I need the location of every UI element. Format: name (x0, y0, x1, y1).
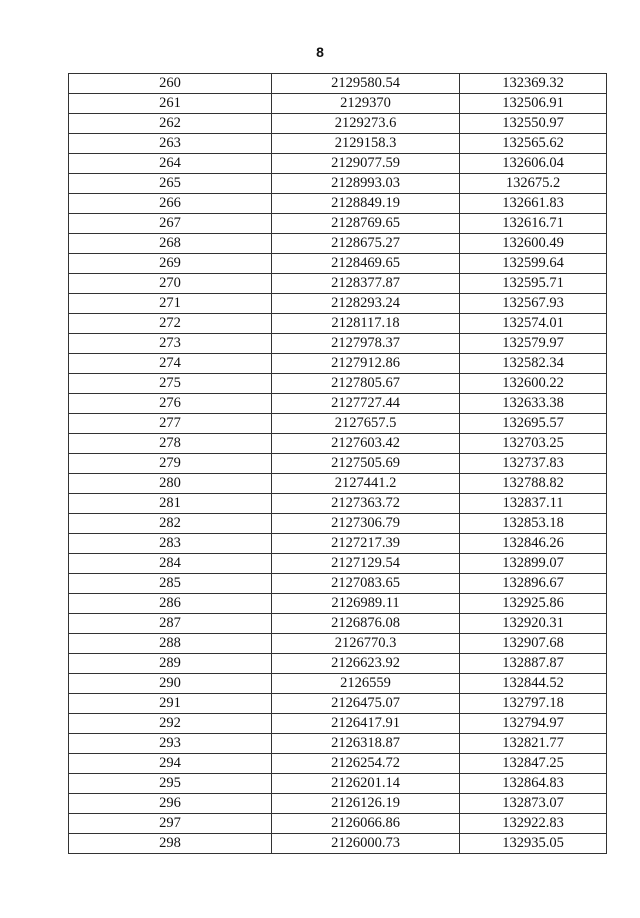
table-row (69, 94, 607, 114)
y-coordinate-cell: 132846.26 (460, 534, 607, 554)
table-row (69, 474, 607, 494)
coordinate-table-container (68, 73, 606, 854)
point-number-cell: 291 (69, 694, 272, 714)
x-coordinate-cell: 2128675.27 (272, 234, 460, 254)
x-coordinate-cell: 2126770.3 (272, 634, 460, 654)
table-row (69, 554, 607, 574)
table-row (69, 154, 607, 174)
point-number-cell: 274 (69, 354, 272, 374)
point-number-cell: 277 (69, 414, 272, 434)
table-row (69, 134, 607, 154)
table-row (69, 74, 607, 94)
table-row (69, 794, 607, 814)
table-row (69, 454, 607, 474)
y-coordinate-cell: 132896.67 (460, 574, 607, 594)
point-number-cell: 279 (69, 454, 272, 474)
table-row (69, 654, 607, 674)
y-coordinate-cell: 132887.87 (460, 654, 607, 674)
point-number-cell: 265 (69, 174, 272, 194)
x-coordinate-cell: 2127603.42 (272, 434, 460, 454)
y-coordinate-cell: 132595.71 (460, 274, 607, 294)
x-coordinate-cell: 2127441.2 (272, 474, 460, 494)
x-coordinate-cell: 2127083.65 (272, 574, 460, 594)
y-coordinate-cell: 132794.97 (460, 714, 607, 734)
x-coordinate-cell: 2127505.69 (272, 454, 460, 474)
x-coordinate-cell: 2128469.65 (272, 254, 460, 274)
y-coordinate-cell: 132550.97 (460, 114, 607, 134)
y-coordinate-cell: 132797.18 (460, 694, 607, 714)
y-coordinate-cell: 132506.91 (460, 94, 607, 114)
table-row (69, 814, 607, 834)
y-coordinate-cell: 132925.86 (460, 594, 607, 614)
y-coordinate-cell: 132907.68 (460, 634, 607, 654)
table-row (69, 414, 607, 434)
point-number-cell: 295 (69, 774, 272, 794)
table-row (69, 734, 607, 754)
y-coordinate-cell: 132737.83 (460, 454, 607, 474)
y-coordinate-cell: 132935.05 (460, 834, 607, 854)
table-row (69, 514, 607, 534)
x-coordinate-cell: 2126417.91 (272, 714, 460, 734)
y-coordinate-cell: 132675.2 (460, 174, 607, 194)
point-number-cell: 275 (69, 374, 272, 394)
x-coordinate-cell: 2129370 (272, 94, 460, 114)
point-number-cell: 266 (69, 194, 272, 214)
point-number-cell: 262 (69, 114, 272, 134)
coordinate-table-body (69, 74, 607, 854)
point-number-cell: 271 (69, 294, 272, 314)
table-row (69, 694, 607, 714)
x-coordinate-cell: 2127306.79 (272, 514, 460, 534)
point-number-cell: 285 (69, 574, 272, 594)
y-coordinate-cell: 132600.22 (460, 374, 607, 394)
x-coordinate-cell: 2128117.18 (272, 314, 460, 334)
y-coordinate-cell: 132821.77 (460, 734, 607, 754)
y-coordinate-cell: 132844.52 (460, 674, 607, 694)
y-coordinate-cell: 132579.97 (460, 334, 607, 354)
point-number-cell: 298 (69, 834, 272, 854)
y-coordinate-cell: 132633.38 (460, 394, 607, 414)
point-number-cell: 284 (69, 554, 272, 574)
y-coordinate-cell: 132567.93 (460, 294, 607, 314)
x-coordinate-cell: 2128993.03 (272, 174, 460, 194)
x-coordinate-cell: 2126623.92 (272, 654, 460, 674)
point-number-cell: 290 (69, 674, 272, 694)
x-coordinate-cell: 2127727.44 (272, 394, 460, 414)
y-coordinate-cell: 132847.25 (460, 754, 607, 774)
point-number-cell: 272 (69, 314, 272, 334)
point-number-cell: 292 (69, 714, 272, 734)
table-row (69, 714, 607, 734)
table-row (69, 574, 607, 594)
table-row (69, 834, 607, 854)
y-coordinate-cell: 132920.31 (460, 614, 607, 634)
table-row (69, 214, 607, 234)
point-number-cell: 263 (69, 134, 272, 154)
x-coordinate-cell: 2129158.3 (272, 134, 460, 154)
y-coordinate-cell: 132864.83 (460, 774, 607, 794)
x-coordinate-cell: 2129077.59 (272, 154, 460, 174)
x-coordinate-cell: 2126475.07 (272, 694, 460, 714)
table-row (69, 334, 607, 354)
x-coordinate-cell: 2127912.86 (272, 354, 460, 374)
point-number-cell: 289 (69, 654, 272, 674)
table-row (69, 754, 607, 774)
y-coordinate-cell: 132582.34 (460, 354, 607, 374)
table-row (69, 254, 607, 274)
table-row (69, 674, 607, 694)
point-number-cell: 260 (69, 74, 272, 94)
x-coordinate-cell: 2126000.73 (272, 834, 460, 854)
table-row (69, 114, 607, 134)
point-number-cell: 297 (69, 814, 272, 834)
y-coordinate-cell: 132565.62 (460, 134, 607, 154)
point-number-cell: 270 (69, 274, 272, 294)
page-number: 8 (316, 44, 324, 60)
point-number-cell: 267 (69, 214, 272, 234)
y-coordinate-cell: 132616.71 (460, 214, 607, 234)
point-number-cell: 293 (69, 734, 272, 754)
x-coordinate-cell: 2126318.87 (272, 734, 460, 754)
y-coordinate-cell: 132788.82 (460, 474, 607, 494)
point-number-cell: 281 (69, 494, 272, 514)
y-coordinate-cell: 132606.04 (460, 154, 607, 174)
table-row (69, 594, 607, 614)
table-row (69, 234, 607, 254)
table-row (69, 374, 607, 394)
table-row (69, 354, 607, 374)
x-coordinate-cell: 2129580.54 (272, 74, 460, 94)
y-coordinate-cell: 132574.01 (460, 314, 607, 334)
point-number-cell: 269 (69, 254, 272, 274)
y-coordinate-cell: 132703.25 (460, 434, 607, 454)
x-coordinate-cell: 2128849.19 (272, 194, 460, 214)
point-number-cell: 280 (69, 474, 272, 494)
table-row (69, 494, 607, 514)
x-coordinate-cell: 2126559 (272, 674, 460, 694)
point-number-cell: 273 (69, 334, 272, 354)
point-number-cell: 287 (69, 614, 272, 634)
x-coordinate-cell: 2128377.87 (272, 274, 460, 294)
y-coordinate-cell: 132695.57 (460, 414, 607, 434)
table-row (69, 614, 607, 634)
table-row (69, 274, 607, 294)
table-row (69, 394, 607, 414)
table-row (69, 774, 607, 794)
y-coordinate-cell: 132599.64 (460, 254, 607, 274)
y-coordinate-cell: 132600.49 (460, 234, 607, 254)
y-coordinate-cell: 132853.18 (460, 514, 607, 534)
table-row (69, 634, 607, 654)
x-coordinate-cell: 2127805.67 (272, 374, 460, 394)
x-coordinate-cell: 2127217.39 (272, 534, 460, 554)
y-coordinate-cell: 132873.07 (460, 794, 607, 814)
point-number-cell: 288 (69, 634, 272, 654)
x-coordinate-cell: 2129273.6 (272, 114, 460, 134)
x-coordinate-cell: 2126989.11 (272, 594, 460, 614)
y-coordinate-cell: 132922.83 (460, 814, 607, 834)
y-coordinate-cell: 132369.32 (460, 74, 607, 94)
coordinate-table (68, 73, 607, 854)
point-number-cell: 294 (69, 754, 272, 774)
x-coordinate-cell: 2126201.14 (272, 774, 460, 794)
point-number-cell: 278 (69, 434, 272, 454)
x-coordinate-cell: 2126254.72 (272, 754, 460, 774)
point-number-cell: 286 (69, 594, 272, 614)
x-coordinate-cell: 2127363.72 (272, 494, 460, 514)
y-coordinate-cell: 132837.11 (460, 494, 607, 514)
x-coordinate-cell: 2126876.08 (272, 614, 460, 634)
x-coordinate-cell: 2128293.24 (272, 294, 460, 314)
x-coordinate-cell: 2126126.19 (272, 794, 460, 814)
x-coordinate-cell: 2128769.65 (272, 214, 460, 234)
y-coordinate-cell: 132661.83 (460, 194, 607, 214)
table-row (69, 434, 607, 454)
x-coordinate-cell: 2127657.5 (272, 414, 460, 434)
point-number-cell: 264 (69, 154, 272, 174)
point-number-cell: 282 (69, 514, 272, 534)
x-coordinate-cell: 2127978.37 (272, 334, 460, 354)
y-coordinate-cell: 132899.07 (460, 554, 607, 574)
point-number-cell: 261 (69, 94, 272, 114)
table-row (69, 194, 607, 214)
point-number-cell: 283 (69, 534, 272, 554)
table-row (69, 174, 607, 194)
x-coordinate-cell: 2127129.54 (272, 554, 460, 574)
table-row (69, 294, 607, 314)
point-number-cell: 276 (69, 394, 272, 414)
table-row (69, 534, 607, 554)
point-number-cell: 296 (69, 794, 272, 814)
point-number-cell: 268 (69, 234, 272, 254)
table-row (69, 314, 607, 334)
x-coordinate-cell: 2126066.86 (272, 814, 460, 834)
